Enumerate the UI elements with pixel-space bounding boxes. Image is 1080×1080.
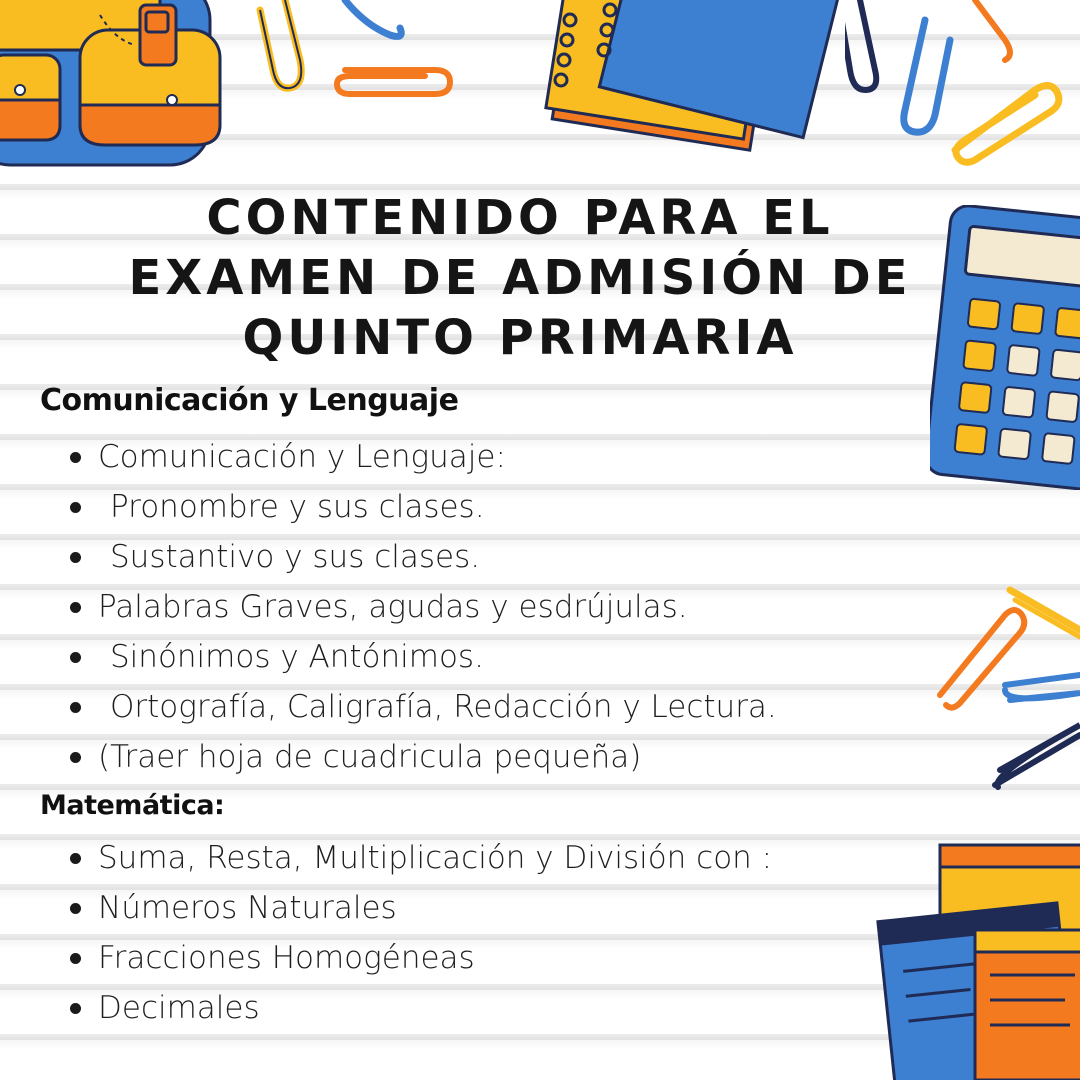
- paperclip-icon: [930, 575, 1080, 800]
- calculator-icon: [930, 205, 1080, 490]
- list-item-text: Fracciones Homogéneas: [98, 940, 475, 976]
- list-item-text: Sinónimos y Antónimos.: [110, 639, 484, 675]
- list-item-text: Comunicación y Lenguaje:: [98, 439, 506, 475]
- page-title: [110, 188, 930, 368]
- section-heading-matematica: Matemática:: [40, 790, 225, 821]
- backpack-icon: [0, 0, 230, 170]
- list-item-text: Sustantivo y sus clases.: [110, 539, 481, 575]
- title-line: QUINTO PRIMARIA: [242, 310, 798, 366]
- list-item-text: Palabras Graves, agudas y esdrújulas.: [98, 589, 688, 625]
- section-heading-comunicacion: Comunicación y Lenguaje: [40, 383, 459, 418]
- notebook-icon: [540, 0, 840, 170]
- list-item-text: Pronombre y sus clases.: [110, 489, 485, 525]
- list-item-text: Decimales: [98, 990, 260, 1026]
- list-item-text: (Traer hoja de cuadricula pequeña): [98, 739, 642, 775]
- title-line: CONTENIDO PARA EL: [206, 190, 834, 246]
- sticky-notes-icon: [875, 835, 1080, 1080]
- paperclip-icon: [255, 0, 465, 105]
- title-line: EXAMEN DE ADMISIÓN DE: [128, 250, 912, 306]
- list-item-text: Suma, Resta, Multiplicación y División con :: [98, 840, 773, 876]
- list-item-text: Ortografía, Caligrafía, Redacción y Lectura.: [110, 689, 777, 725]
- list-item-text: Números Naturales: [98, 890, 397, 926]
- paperclip-icon: [845, 0, 1080, 170]
